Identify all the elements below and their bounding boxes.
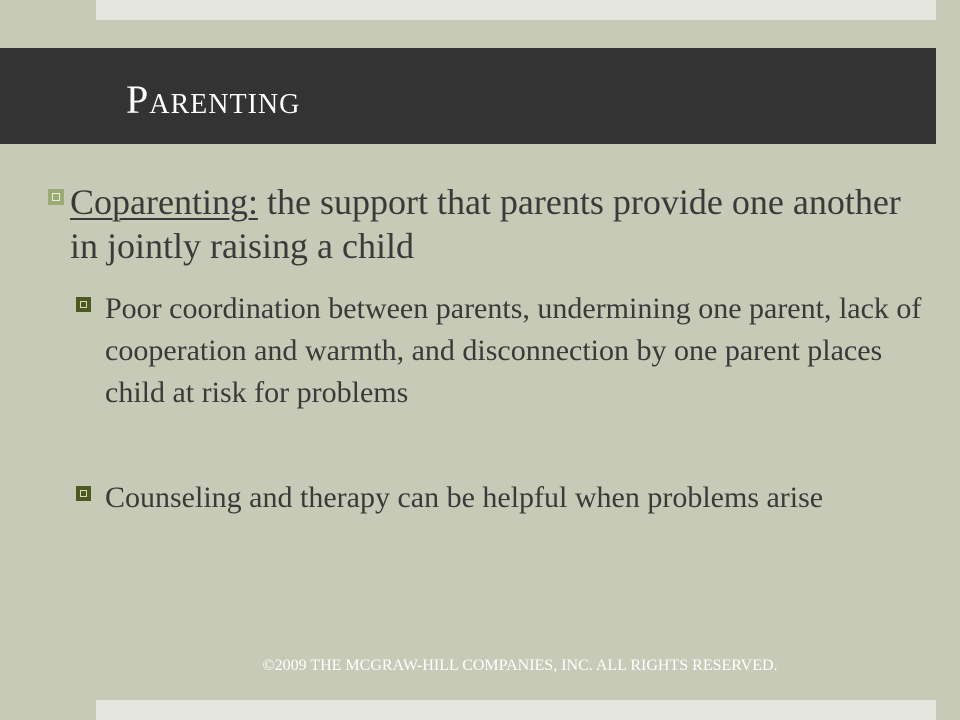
subbullet-counseling: Counseling and therapy can be helpful when problems arise <box>105 481 824 514</box>
slide-title: Parenting <box>126 77 301 122</box>
coparenting-definition: the support that parents provide one another in jointly raising a child <box>70 182 901 266</box>
square-bullet-icon <box>76 486 91 501</box>
copyright-footer: ©2009 THE MCGRAW-HILL COMPANIES, INC. ALL RIGHTS RESERVED. <box>262 657 778 674</box>
top-accent-strip <box>96 0 936 20</box>
square-bullet-icon <box>76 297 91 312</box>
square-bullet-icon <box>48 189 64 205</box>
subbullet-risk: Poor coordination between parents, undermining one parent, lack of cooperation and warmth, and disconnection by one parent places child at risk for problems <box>105 292 922 409</box>
term-coparenting: Coparenting: <box>70 182 258 222</box>
bottom-accent-strip <box>96 700 936 720</box>
bullet-coparenting <box>70 180 930 268</box>
